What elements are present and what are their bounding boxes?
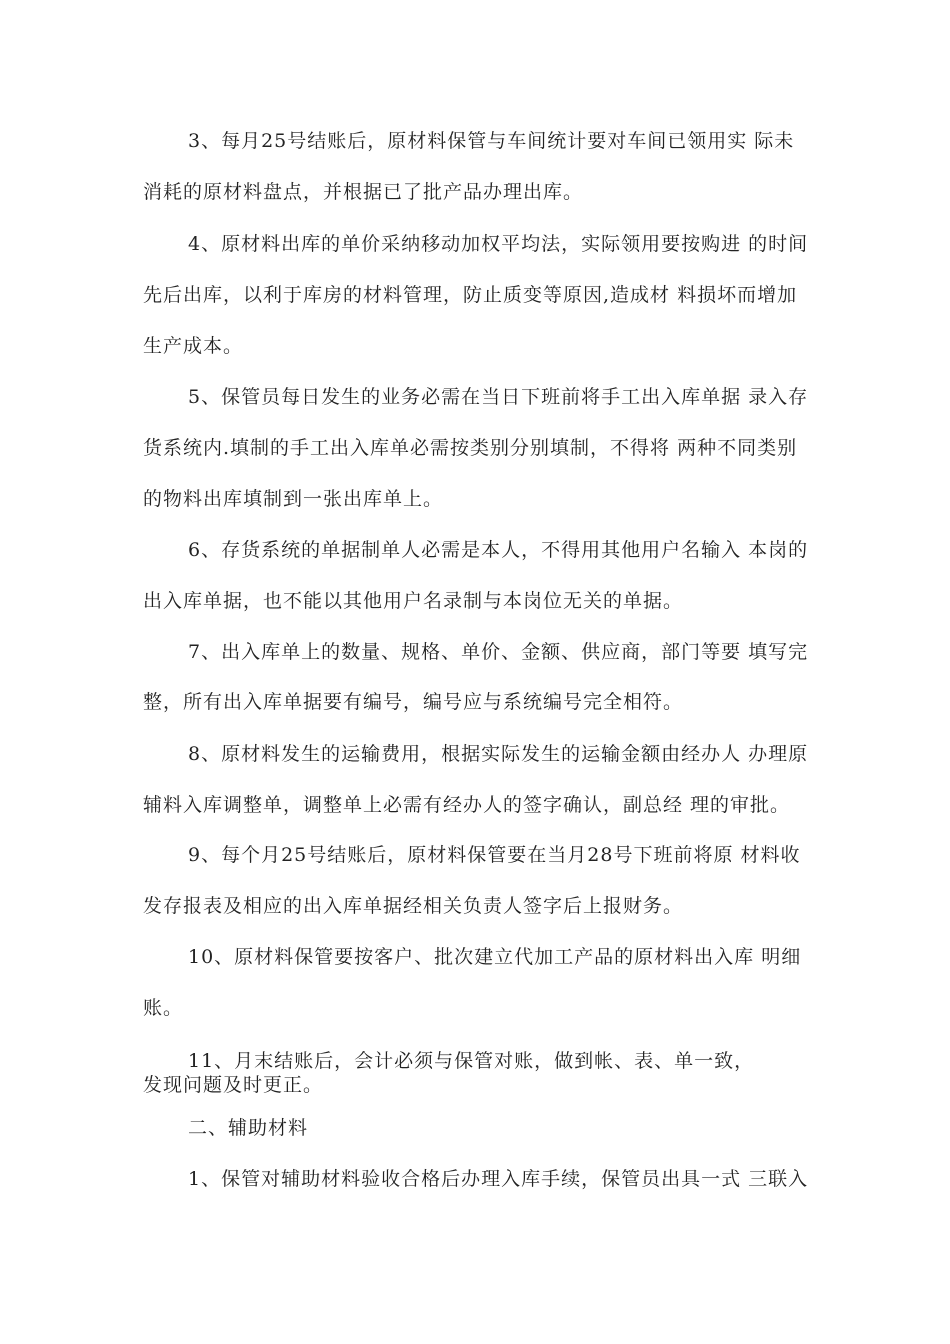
para-3-line-2: 消耗的原材料盘点，并根据已了批产品办理出库。 <box>143 181 584 203</box>
para-11-line-1: 11、月末结账后，会计必须与保管对账，做到帐、表、单一致， <box>188 1050 755 1072</box>
para-9-line-2: 发存报表及相应的出入库单据经相关负责人签字后上报财务。 <box>143 895 684 917</box>
para-7-line-2: 整，所有出入库单据要有编号，编号应与系统编号完全相符。 <box>143 691 684 713</box>
section-para-1-line-1: 1、保管对辅助材料验收合格后办理入库手续，保管员出具一式 三联入 <box>188 1168 809 1190</box>
para-8-line-2: 辅料入库调整单，调整单上必需有经办人的签字确认，副总经 理的审批。 <box>143 794 791 816</box>
para-4-line-3: 生产成本。 <box>143 335 244 357</box>
para-8-line-1: 8、原材料发生的运输费用，根据实际发生的运输金额由经办人 办理原 <box>188 743 809 765</box>
para-10-line-2: 账。 <box>143 997 184 1019</box>
para-5-line-3: 的物料出库填制到一张出库单上。 <box>143 488 444 510</box>
para-5-line-2: 货系统内.填制的手工出入库单必需按类别分别填制，不得将 两种不同类别 <box>143 437 798 459</box>
para-4-line-1: 4、原材料出库的单价采纳移动加权平均法，实际领用要按购进 的时间 <box>188 233 809 255</box>
para-10-line-1: 10、原材料保管要按客户、批次建立代加工产品的原材料出入库 明细 <box>188 946 802 968</box>
para-6-line-1: 6、存货系统的单据制单人必需是本人，不得用其他用户名输入 本岗的 <box>188 539 809 561</box>
para-4-line-2: 先后出库，以利于库房的材料管理，防止质变等原因,造成材 料损坏而增加 <box>143 284 798 306</box>
para-3-line-1: 3、每月25号结账后，原材料保管与车间统计要对车间已领用实 际未 <box>188 130 795 152</box>
para-7-line-1: 7、出入库单上的数量、规格、单价、金额、供应商，部门等要 填写完 <box>188 641 809 663</box>
para-5-line-1: 5、保管员每日发生的业务必需在当日下班前将手工出入库单据 录入存 <box>188 386 809 408</box>
para-6-line-2: 出入库单据，也不能以其他用户名录制与本岗位无关的单据。 <box>143 590 684 612</box>
section-heading: 二、辅助材料 <box>188 1117 309 1139</box>
para-9-line-1: 9、每个月25号结账后，原材料保管要在当月28号下班前将原 材料收 <box>188 844 801 866</box>
para-11-line-2: 发现问题及时更正。 <box>143 1074 324 1096</box>
